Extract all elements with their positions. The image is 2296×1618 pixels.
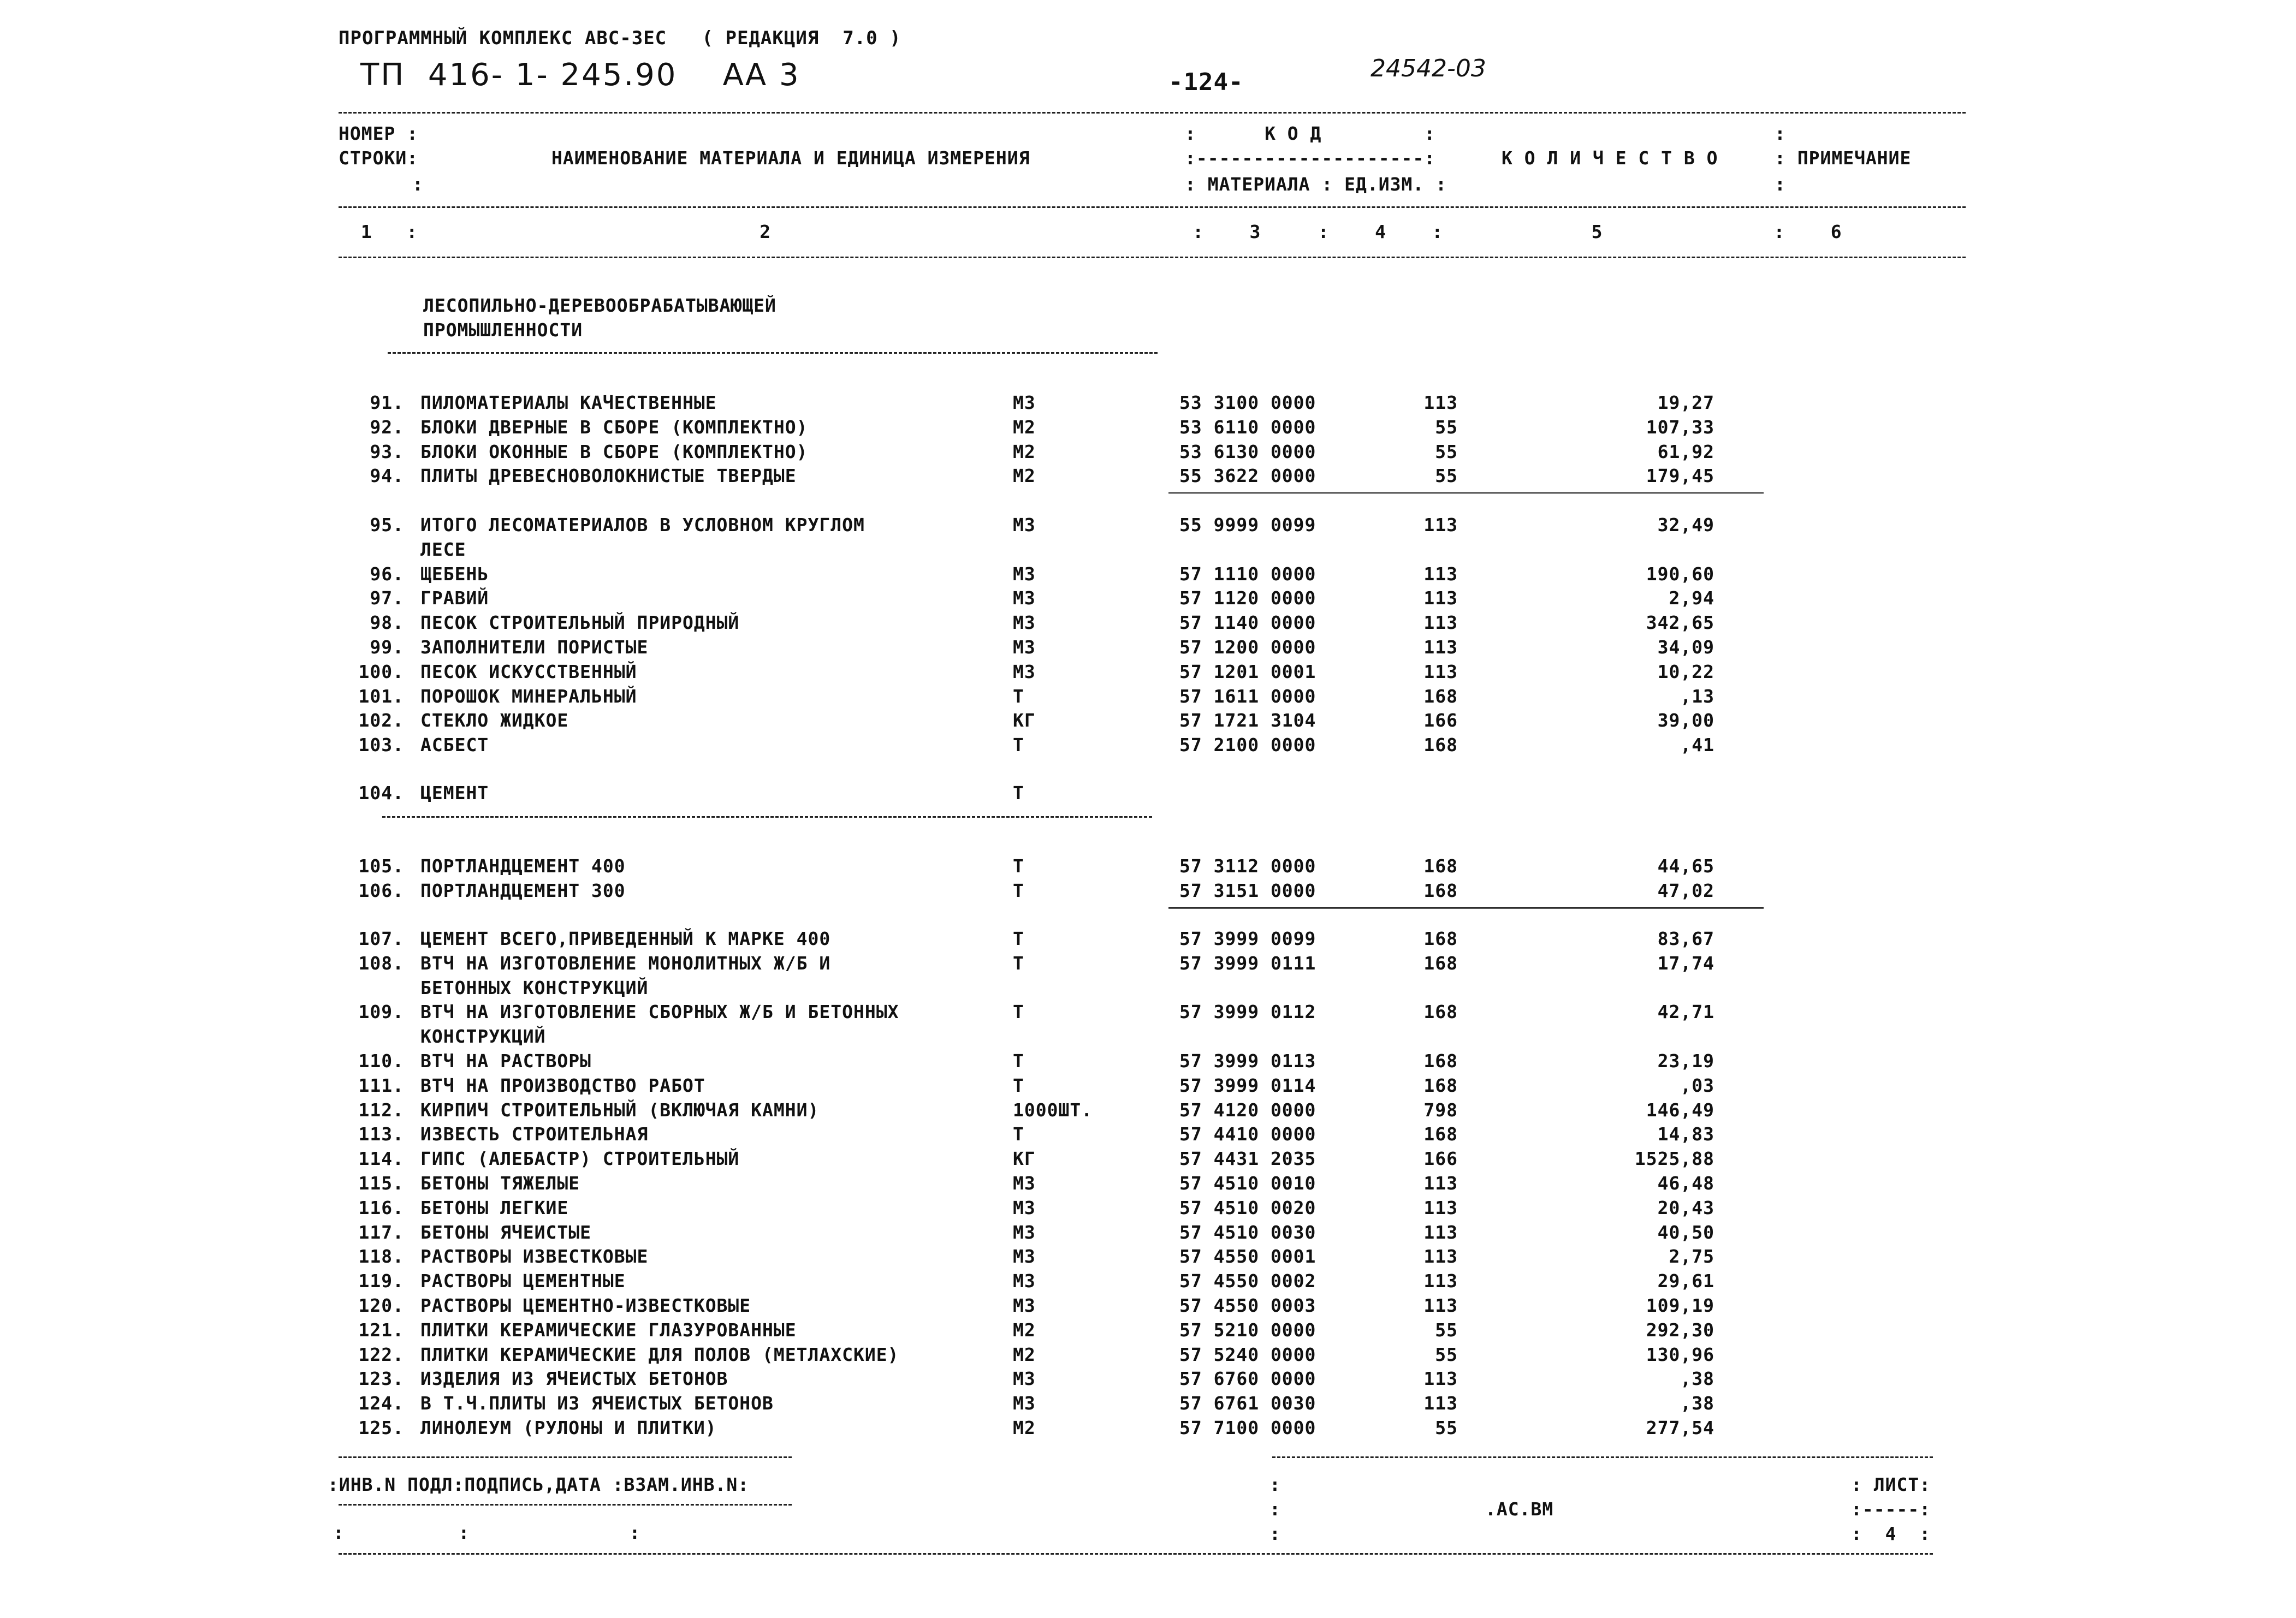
- row-code: 57 4510 0020: [1179, 1197, 1316, 1218]
- row-name: АСБЕСТ: [420, 734, 489, 756]
- row-code: 57 4550 0002: [1179, 1270, 1316, 1292]
- row-name: ПОРОШОК МИНЕРАЛЬНЫЙ: [420, 685, 637, 707]
- row-unit: Т: [1013, 1074, 1024, 1096]
- row-quantity: 61,92: [1657, 441, 1714, 462]
- row-code: 53 3100 0000: [1179, 392, 1316, 413]
- row-code: 57 5240 0000: [1179, 1343, 1316, 1365]
- row-name: ГРАВИЙ: [420, 587, 489, 609]
- rule-footer-left-top: [339, 1456, 792, 1458]
- rule-numbers-bottom: [339, 257, 1966, 258]
- row-unit-code: 113: [1423, 563, 1458, 585]
- row-quantity: 19,27: [1657, 392, 1714, 413]
- row-code: 57 5210 0000: [1179, 1319, 1316, 1341]
- row-unit-code: 168: [1423, 1050, 1458, 1072]
- row-quantity: 46,48: [1657, 1173, 1714, 1194]
- program-line: ПРОГРАММНЫЙ КОМПЛЕКС АВС-3ЕС ( РЕДАКЦИЯ 7.0 ): [339, 27, 901, 49]
- row-unit: М3: [1013, 392, 1036, 413]
- row-quantity: 40,50: [1657, 1221, 1714, 1243]
- row-name: ВТЧ НА ПРОИЗВОДСТВО РАБОТ: [420, 1074, 705, 1096]
- row-unit-code: 168: [1423, 1074, 1458, 1096]
- row-name: БЛОКИ ОКОННЫЕ В СБОРЕ (КОМПЛЕКТНО): [420, 441, 808, 462]
- row-quantity: 1525,88: [1634, 1148, 1714, 1170]
- row-quantity: 14,83: [1657, 1123, 1714, 1145]
- row-code: 57 1200 0000: [1179, 637, 1316, 658]
- row-name: РАСТВОРЫ ЦЕМЕНТНЫЕ: [420, 1270, 626, 1292]
- subtotal-rule-1: [1168, 492, 1764, 496]
- row-unit-code: 798: [1423, 1099, 1458, 1121]
- row-quantity: 342,65: [1646, 612, 1714, 634]
- hdr-qty: К О Л И Ч Е С Т В О: [1502, 147, 1718, 169]
- row-code: 55 3622 0000: [1179, 465, 1316, 487]
- row-unit-code: 55: [1435, 441, 1458, 462]
- row-number: 111.: [358, 1074, 404, 1096]
- row-number: 95.: [370, 514, 404, 536]
- row-name: БЕТОНЫ ЯЧЕИСТЫЕ: [420, 1221, 592, 1243]
- row-name: ИТОГО ЛЕСОМАТЕРИАЛОВ В УСЛОВНОМ КРУГЛОМ: [420, 514, 865, 536]
- row-number: 113.: [358, 1123, 404, 1145]
- row-unit: М3: [1013, 1221, 1036, 1243]
- row-unit: Т: [1013, 685, 1024, 707]
- row-code: 55 9999 0099: [1179, 514, 1316, 536]
- row-code: 57 4510 0010: [1179, 1173, 1316, 1194]
- row-quantity: 2,75: [1669, 1246, 1714, 1268]
- row-code: 53 6110 0000: [1179, 416, 1316, 438]
- row-unit-code: 55: [1435, 416, 1458, 438]
- row-unit-code: 113: [1423, 392, 1458, 413]
- row-unit: М3: [1013, 1197, 1036, 1218]
- row-code: 57 1721 3104: [1179, 710, 1316, 731]
- row-unit-code: 168: [1423, 952, 1458, 974]
- row-name: ПЛИТЫ ДРЕВЕСНОВОЛОКНИСТЫЕ ТВЕРДЫЕ: [420, 465, 797, 487]
- row-number: 107.: [358, 928, 404, 949]
- row-code: 57 3999 0111: [1179, 952, 1316, 974]
- footer-sheet-number: : 4 :: [1851, 1523, 1931, 1544]
- row-quantity: ,03: [1680, 1074, 1714, 1096]
- hdr-rowno-1: НОМЕР :: [339, 123, 419, 144]
- row-quantity: 130,96: [1646, 1343, 1714, 1365]
- row-code: 57 6761 0030: [1179, 1393, 1316, 1414]
- row-name: ЦЕМЕНТ: [420, 782, 489, 804]
- row-number: 101.: [358, 685, 404, 707]
- row-number: 93.: [370, 441, 404, 462]
- row-quantity: 83,67: [1657, 928, 1714, 949]
- row-code: 57 3112 0000: [1179, 855, 1316, 877]
- row-unit: М3: [1013, 1368, 1036, 1390]
- row-code: 57 1110 0000: [1179, 563, 1316, 585]
- row-number: 94.: [370, 465, 404, 487]
- row-quantity: 146,49: [1646, 1099, 1714, 1121]
- row-name: ПИЛОМАТЕРИАЛЫ КАЧЕСТВЕННЫЕ: [420, 392, 717, 413]
- row-quantity: ,38: [1680, 1393, 1714, 1414]
- row-quantity: 190,60: [1646, 563, 1714, 585]
- hdr-note-3: :: [1775, 174, 1786, 195]
- row-unit: М3: [1013, 1246, 1036, 1268]
- rule-header-bottom: [339, 206, 1966, 208]
- row-number: 123.: [358, 1368, 404, 1390]
- row-code: 57 3999 0113: [1179, 1050, 1316, 1072]
- row-number: 118.: [358, 1246, 404, 1268]
- page-number: -124-: [1168, 68, 1244, 96]
- row-number: 100.: [358, 661, 404, 682]
- row-name: РАСТВОРЫ ИЗВЕСТКОВЫЕ: [420, 1246, 649, 1268]
- row-quantity: 179,45: [1646, 465, 1714, 487]
- row-code: 57 4510 0030: [1179, 1221, 1316, 1243]
- row-name: ВТЧ НА ИЗГОТОВЛЕНИЕ СБОРНЫХ Ж/Б И БЕТОННЫХ: [420, 1001, 899, 1023]
- row-number: 91.: [370, 392, 404, 413]
- row-unit: М3: [1013, 1393, 1036, 1414]
- row-unit-code: 113: [1423, 1368, 1458, 1390]
- row-number: 121.: [358, 1319, 404, 1341]
- row-quantity: 32,49: [1657, 514, 1714, 536]
- footer-colon-3: :: [1269, 1523, 1281, 1544]
- row-quantity: 29,61: [1657, 1270, 1714, 1292]
- row-unit-code: 168: [1423, 928, 1458, 949]
- row-name: ПОРТЛАНДЦЕМЕНТ 300: [420, 879, 626, 901]
- row-unit: М3: [1013, 612, 1036, 634]
- row-unit: М3: [1013, 637, 1036, 658]
- row-unit-code: 168: [1423, 1123, 1458, 1145]
- row-name: ПЛИТКИ КЕРАМИЧЕСКИЕ ДЛЯ ПОЛОВ (МЕТЛАХСКИЕ): [420, 1343, 899, 1365]
- row-number: 102.: [358, 710, 404, 731]
- row-quantity: 107,33: [1646, 416, 1714, 438]
- row-unit: Т: [1013, 1123, 1024, 1145]
- row-code: 57 3999 0112: [1179, 1001, 1316, 1023]
- row-name: БЛОКИ ДВЕРНЫЕ В СБОРЕ (КОМПЛЕКТНО): [420, 416, 808, 438]
- row-name-cont: КОНСТРУКЦИЙ: [420, 1026, 546, 1048]
- row-unit: Т: [1013, 855, 1024, 877]
- row-unit: Т: [1013, 782, 1024, 804]
- row-name: ЩЕБЕНЬ: [420, 563, 489, 585]
- row-unit-code: 168: [1423, 734, 1458, 756]
- row-name: ПЛИТКИ КЕРАМИЧЕСКИЕ ГЛАЗУРОВАННЫЕ: [420, 1319, 797, 1341]
- row-code: 57 7100 0000: [1179, 1417, 1316, 1438]
- rule-top: [339, 112, 1966, 114]
- hdr-name: НАИМЕНОВАНИЕ МАТЕРИАЛА И ЕДИНИЦА ИЗМЕРЕНИЯ: [551, 147, 1030, 169]
- row-name: ВТЧ НА ИЗГОТОВЛЕНИЕ МОНОЛИТНЫХ Ж/Б И: [420, 952, 831, 974]
- row-number: 119.: [358, 1270, 404, 1292]
- row-number: 104.: [358, 782, 404, 804]
- row-code: 57 1120 0000: [1179, 587, 1316, 609]
- row-unit: Т: [1013, 1001, 1024, 1023]
- row-unit-code: 55: [1435, 1343, 1458, 1365]
- row-unit-code: 55: [1435, 1319, 1458, 1341]
- row-name: ВТЧ НА РАСТВОРЫ: [420, 1050, 592, 1072]
- row-unit-code: 113: [1423, 1295, 1458, 1316]
- row-number: 125.: [358, 1417, 404, 1438]
- row-unit-code: 113: [1423, 612, 1458, 634]
- row-unit-code: 113: [1423, 637, 1458, 658]
- row-name: ПЕСОК ИСКУССТВЕННЫЙ: [420, 661, 637, 682]
- rule-footer-left-mid: [339, 1504, 792, 1506]
- row-code: 57 4120 0000: [1179, 1099, 1316, 1121]
- row-unit-code: 168: [1423, 685, 1458, 707]
- row-code: 57 6760 0000: [1179, 1368, 1316, 1390]
- row-number: 110.: [358, 1050, 404, 1072]
- handwritten-note: 24542-03: [1371, 55, 1486, 82]
- row-number: 114.: [358, 1148, 404, 1170]
- subtotal-rule-2: [1168, 907, 1764, 911]
- row-name: ГИПС (АЛЕБАСТР) СТРОИТЕЛЬНЫЙ: [420, 1148, 740, 1170]
- row-unit: М2: [1013, 1417, 1036, 1438]
- row-unit: М2: [1013, 1343, 1036, 1365]
- row-unit-code: 55: [1435, 1417, 1458, 1438]
- hdr-note-2: : ПРИМЕЧАНИЕ: [1775, 147, 1912, 169]
- row-unit-code: 168: [1423, 855, 1458, 877]
- row-quantity: 277,54: [1646, 1417, 1714, 1438]
- row-unit: КГ: [1013, 1148, 1036, 1170]
- hdr-note-1: :: [1775, 123, 1786, 144]
- row-unit: Т: [1013, 734, 1024, 756]
- row-quantity: 2,94: [1669, 587, 1714, 609]
- row-number: 122.: [358, 1343, 404, 1365]
- row-unit: Т: [1013, 952, 1024, 974]
- row-name: РАСТВОРЫ ЦЕМЕНТНО-ИЗВЕСТКОВЫЕ: [420, 1295, 751, 1316]
- row-quantity: 23,19: [1657, 1050, 1714, 1072]
- row-quantity: 292,30: [1646, 1319, 1714, 1341]
- row-quantity: 44,65: [1657, 855, 1714, 877]
- row-number: 92.: [370, 416, 404, 438]
- hdr-column-numbers: 1 : 2 : 3 : 4 : 5 : 6: [349, 221, 1842, 242]
- row-unit: М3: [1013, 514, 1036, 536]
- row-name: ПОРТЛАНДЦЕМЕНТ 400: [420, 855, 626, 877]
- row-unit: М2: [1013, 1319, 1036, 1341]
- row-number: 108.: [358, 952, 404, 974]
- footer-stamp-cols: : : :: [333, 1522, 641, 1543]
- row-unit-code: 113: [1423, 1197, 1458, 1218]
- row-name: ИЗДЕЛИЯ ИЗ ЯЧЕИСТЫХ БЕТОНОВ: [420, 1368, 728, 1390]
- row-name: БЕТОНЫ ЛЕГКИЕ: [420, 1197, 569, 1218]
- rule-footer-bottom: [339, 1553, 1933, 1555]
- row-name: ЗАПОЛНИТЕЛИ ПОРИСТЫЕ: [420, 637, 649, 658]
- row-quantity: 34,09: [1657, 637, 1714, 658]
- row-unit: М3: [1013, 1173, 1036, 1194]
- row-number: 99.: [370, 637, 404, 658]
- row-number: 97.: [370, 587, 404, 609]
- row-unit-code: 168: [1423, 879, 1458, 901]
- hdr-code-mid: :--------------------:: [1185, 147, 1436, 169]
- row-unit-code: 55: [1435, 465, 1458, 487]
- hdr-rowno-2: СТРОКИ:: [339, 147, 419, 169]
- row-name-cont: ЛЕСЕ: [420, 538, 466, 560]
- row-name: ЛИНОЛЕУМ (РУЛОНЫ И ПЛИТКИ): [420, 1417, 717, 1438]
- row-unit-code: 113: [1423, 1173, 1458, 1194]
- row-code: 57 3999 0114: [1179, 1074, 1316, 1096]
- row-number: 105.: [358, 855, 404, 877]
- row-unit-code: 166: [1423, 1148, 1458, 1170]
- row-unit: 1000ШТ.: [1013, 1099, 1093, 1121]
- doc-code: ТП 416- 1- 245.90 АА 3: [360, 57, 800, 93]
- row-code: 57 3999 0099: [1179, 928, 1316, 949]
- footer-doc-mark: .АС.ВМ: [1485, 1498, 1554, 1520]
- section-title-2: ПРОМЫШЛЕННОСТИ: [423, 319, 583, 341]
- row-quantity: ,41: [1680, 734, 1714, 756]
- hdr-rowno-3: :: [412, 174, 424, 195]
- row-number: 112.: [358, 1099, 404, 1121]
- row-name: КИРПИЧ СТРОИТЕЛЬНЫЙ (ВКЛЮЧАЯ КАМНИ): [420, 1099, 820, 1121]
- row-number: 115.: [358, 1173, 404, 1194]
- row-quantity: ,38: [1680, 1368, 1714, 1390]
- row-quantity: 10,22: [1657, 661, 1714, 682]
- row-code: 57 1140 0000: [1179, 612, 1316, 634]
- row-name: СТЕКЛО ЖИДКОЕ: [420, 710, 569, 731]
- row-name: В Т.Ч.ПЛИТЫ ИЗ ЯЧЕИСТЫХ БЕТОНОВ: [420, 1393, 774, 1414]
- row-name: ЦЕМЕНТ ВСЕГО,ПРИВЕДЕННЫЙ К МАРКЕ 400: [420, 928, 831, 949]
- row-number: 96.: [370, 563, 404, 585]
- row-unit: М3: [1013, 1295, 1036, 1316]
- row-unit-code: 113: [1423, 1246, 1458, 1268]
- hdr-code-bot: : МАТЕРИАЛА : ЕД.ИЗМ. :: [1185, 174, 1447, 195]
- row-unit-code: 113: [1423, 587, 1458, 609]
- row-code: 57 4550 0003: [1179, 1295, 1316, 1316]
- row-code: 57 4431 2035: [1179, 1148, 1316, 1170]
- row-name: БЕТОНЫ ТЯЖЕЛЫЕ: [420, 1173, 580, 1194]
- footer-colon-1: :: [1269, 1474, 1281, 1495]
- row-number: 98.: [370, 612, 404, 634]
- row-unit: Т: [1013, 879, 1024, 901]
- row-unit: М2: [1013, 441, 1036, 462]
- row-quantity: 47,02: [1657, 879, 1714, 901]
- row-quantity: 42,71: [1657, 1001, 1714, 1023]
- row-unit-code: 113: [1423, 1393, 1458, 1414]
- row-unit: М2: [1013, 416, 1036, 438]
- row-unit-code: 113: [1423, 1221, 1458, 1243]
- row-unit-code: 168: [1423, 1001, 1458, 1023]
- row-name: ПЕСОК СТРОИТЕЛЬНЫЙ ПРИРОДНЫЙ: [420, 612, 740, 634]
- row-unit: М3: [1013, 587, 1036, 609]
- row-number: 109.: [358, 1001, 404, 1023]
- row-unit: М2: [1013, 465, 1036, 487]
- footer-colon-2: :: [1269, 1498, 1281, 1520]
- row-unit: М3: [1013, 563, 1036, 585]
- section-title-1: ЛЕСОПИЛЬНО-ДЕРЕВООБРАБАТЫВАЮЩЕЙ: [423, 295, 776, 316]
- row-number: 116.: [358, 1197, 404, 1218]
- row-code: 57 2100 0000: [1179, 734, 1316, 756]
- row-quantity: ,13: [1680, 685, 1714, 707]
- row-quantity: 39,00: [1657, 710, 1714, 731]
- row-name: ИЗВЕСТЬ СТРОИТЕЛЬНАЯ: [420, 1123, 649, 1145]
- row-unit: Т: [1013, 928, 1024, 949]
- footer-sheet-label: : ЛИСТ:: [1851, 1474, 1931, 1495]
- row-quantity: 109,19: [1646, 1295, 1714, 1316]
- rule-cement: [382, 816, 1152, 818]
- row-number: 106.: [358, 879, 404, 901]
- row-code: 57 3151 0000: [1179, 879, 1316, 901]
- row-quantity: 17,74: [1657, 952, 1714, 974]
- row-number: 124.: [358, 1393, 404, 1414]
- row-unit: Т: [1013, 1050, 1024, 1072]
- row-number: 120.: [358, 1295, 404, 1316]
- row-unit: КГ: [1013, 710, 1036, 731]
- row-number: 103.: [358, 734, 404, 756]
- row-code: 57 4550 0001: [1179, 1246, 1316, 1268]
- row-unit: М3: [1013, 661, 1036, 682]
- row-code: 57 4410 0000: [1179, 1123, 1316, 1145]
- row-unit-code: 113: [1423, 514, 1458, 536]
- row-code: 57 1201 0001: [1179, 661, 1316, 682]
- rule-section: [388, 352, 1158, 354]
- row-unit-code: 113: [1423, 1270, 1458, 1292]
- row-code: 53 6130 0000: [1179, 441, 1316, 462]
- hdr-code-top: : К О Д :: [1185, 123, 1436, 144]
- row-code: 57 1611 0000: [1179, 685, 1316, 707]
- row-unit: М3: [1013, 1270, 1036, 1292]
- row-quantity: 20,43: [1657, 1197, 1714, 1218]
- row-unit-code: 113: [1423, 661, 1458, 682]
- footer-sheet-sep: :-----:: [1851, 1498, 1931, 1520]
- footer-stamp-labels: :ИНВ.N ПОДЛ:ПОДПИСЬ,ДАТА :ВЗАМ.ИНВ.N:: [328, 1474, 750, 1495]
- row-number: 117.: [358, 1221, 404, 1243]
- row-name-cont: БЕТОННЫХ КОНСТРУКЦИЙ: [420, 977, 649, 998]
- rule-footer-right-top: [1272, 1456, 1933, 1458]
- row-unit-code: 166: [1423, 710, 1458, 731]
